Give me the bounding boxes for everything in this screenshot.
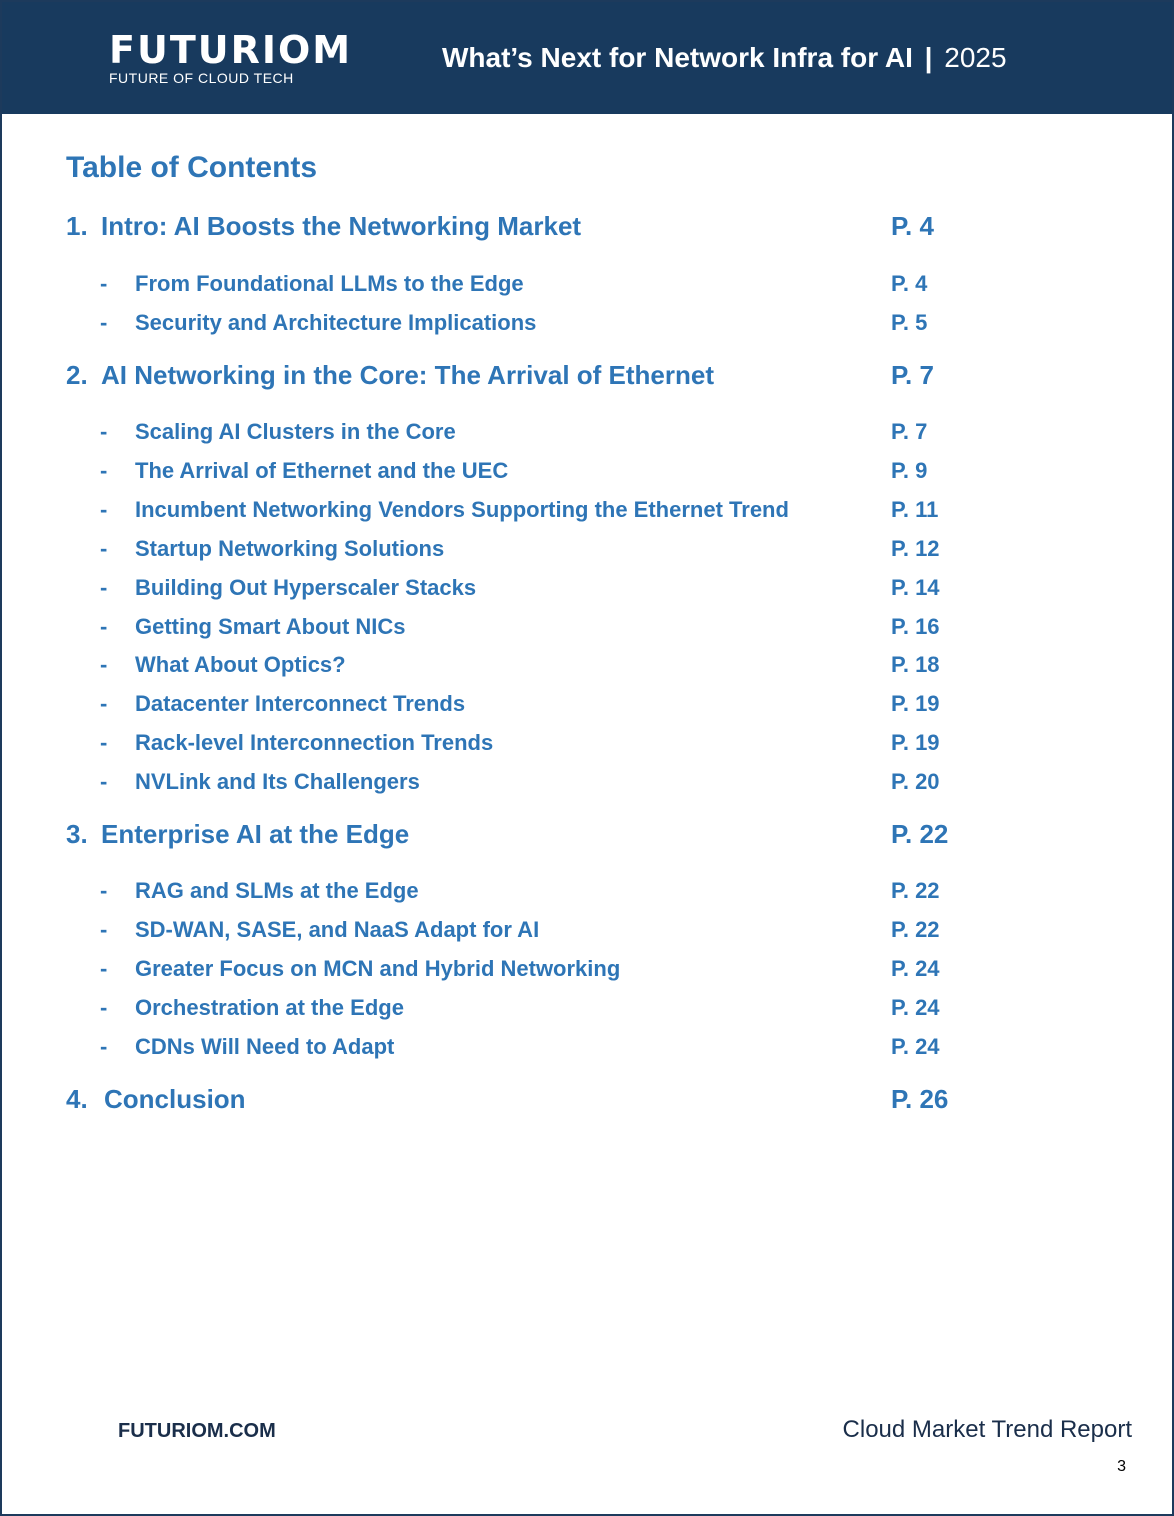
item-dash: - (100, 730, 108, 755)
toc-section-2[interactable] (2, 357, 1172, 393)
toc-item[interactable] (2, 954, 1172, 984)
item-page: P. 19 (891, 730, 940, 755)
item-dash: - (100, 614, 108, 639)
toc-heading: Table of Contents (66, 151, 318, 184)
toc-item[interactable] (2, 728, 1172, 758)
footer-site-link[interactable]: FUTURIOM.COM (118, 1420, 276, 1442)
item-title: Getting Smart About NICs (135, 614, 406, 639)
logo-wordmark: FUTURIOM (109, 28, 353, 72)
item-title: CDNs Will Need to Adapt (135, 1034, 395, 1059)
toc-item[interactable] (2, 1032, 1172, 1062)
report-year: 2025 (944, 42, 1007, 73)
toc-section-1[interactable] (2, 208, 1172, 244)
item-title: The Arrival of Ethernet and the UEC (135, 458, 509, 483)
item-dash: - (100, 691, 108, 716)
toc-item[interactable] (2, 456, 1172, 486)
toc-item[interactable] (2, 534, 1172, 564)
item-page: P. 7 (891, 419, 928, 444)
item-title: RAG and SLMs at the Edge (135, 878, 419, 903)
item-page: P. 16 (891, 614, 940, 639)
section-number: 3. (66, 819, 88, 849)
page-number: 3 (1117, 1458, 1126, 1475)
item-dash: - (100, 536, 108, 561)
item-page: P. 24 (891, 1034, 940, 1059)
item-page: P. 24 (891, 956, 940, 981)
section-page: P. 7 (891, 360, 934, 390)
toc-item[interactable] (2, 767, 1172, 797)
toc-item[interactable] (2, 993, 1172, 1023)
section-title: AI Networking in the Core: The Arrival of Ethernet (101, 360, 714, 390)
item-dash: - (100, 1034, 108, 1059)
item-page: P. 12 (891, 536, 940, 561)
item-dash: - (100, 956, 108, 981)
item-dash: - (100, 652, 108, 677)
toc-item[interactable] (2, 269, 1172, 299)
item-page: P. 22 (891, 878, 940, 903)
item-dash: - (100, 575, 108, 600)
item-dash: - (100, 271, 108, 296)
section-title: Conclusion (104, 1084, 246, 1114)
item-dash: - (100, 995, 108, 1020)
report-title (442, 40, 1007, 76)
section-number: 2. (66, 360, 88, 390)
item-dash: - (100, 458, 108, 483)
toc-section-3[interactable] (2, 816, 1172, 852)
title-separator: | (924, 42, 933, 73)
item-title: Datacenter Interconnect Trends (135, 691, 466, 716)
toc-item[interactable] (2, 689, 1172, 719)
item-page: P. 9 (891, 458, 928, 483)
item-title: Building Out Hyperscaler Stacks (135, 575, 477, 600)
item-page: P. 24 (891, 995, 940, 1020)
item-title: Startup Networking Solutions (135, 536, 445, 561)
section-page: P. 22 (891, 819, 949, 849)
futuriom-logo (109, 30, 352, 86)
section-number: 4. (66, 1084, 88, 1114)
header-banner (2, 2, 1172, 114)
logo-tagline: FUTURE OF CLOUD TECH (109, 70, 294, 86)
toc-section-4[interactable] (2, 1081, 1172, 1117)
item-title: Scaling AI Clusters in the Core (135, 419, 456, 444)
section-title: Enterprise AI at the Edge (101, 819, 410, 849)
item-title: What About Optics? (135, 652, 346, 677)
item-dash: - (100, 878, 108, 903)
item-title: Incumbent Networking Vendors Supporting the Ethernet Trend (135, 497, 789, 522)
item-dash: - (100, 497, 108, 522)
item-page: P. 4 (891, 271, 928, 296)
item-page: P. 22 (891, 917, 940, 942)
section-title: Intro: AI Boosts the Networking Market (101, 211, 582, 241)
toc-item[interactable] (2, 417, 1172, 447)
item-title: Rack-level Interconnection Trends (135, 730, 494, 755)
item-page: P. 20 (891, 769, 940, 794)
item-dash: - (100, 310, 108, 335)
item-title: SD-WAN, SASE, and NaaS Adapt for AI (135, 917, 540, 942)
item-dash: - (100, 917, 108, 942)
toc-item[interactable] (2, 915, 1172, 945)
item-title: NVLink and Its Challengers (135, 769, 420, 794)
item-title: Greater Focus on MCN and Hybrid Networking (135, 956, 621, 981)
section-page: P. 26 (891, 1084, 949, 1114)
toc-item[interactable] (2, 876, 1172, 906)
section-page: P. 4 (891, 211, 934, 241)
item-page: P. 19 (891, 691, 940, 716)
report-title-text: What’s Next for Network Infra for AI (442, 42, 913, 73)
item-page: P. 11 (891, 497, 939, 522)
item-title: From Foundational LLMs to the Edge (135, 271, 524, 296)
toc-item[interactable] (2, 308, 1172, 338)
toc-item[interactable] (2, 495, 1172, 525)
toc-item[interactable] (2, 573, 1172, 603)
item-page: P. 14 (891, 575, 940, 600)
toc-item[interactable] (2, 612, 1172, 642)
item-title: Orchestration at the Edge (135, 995, 404, 1020)
footer-report-name: Cloud Market Trend Report (842, 1416, 1132, 1443)
item-title: Security and Architecture Implications (135, 310, 537, 335)
toc-item[interactable] (2, 650, 1172, 680)
section-number: 1. (66, 211, 88, 241)
item-dash: - (100, 419, 108, 444)
item-page: P. 5 (891, 310, 928, 335)
item-dash: - (100, 769, 108, 794)
item-page: P. 18 (891, 652, 940, 677)
